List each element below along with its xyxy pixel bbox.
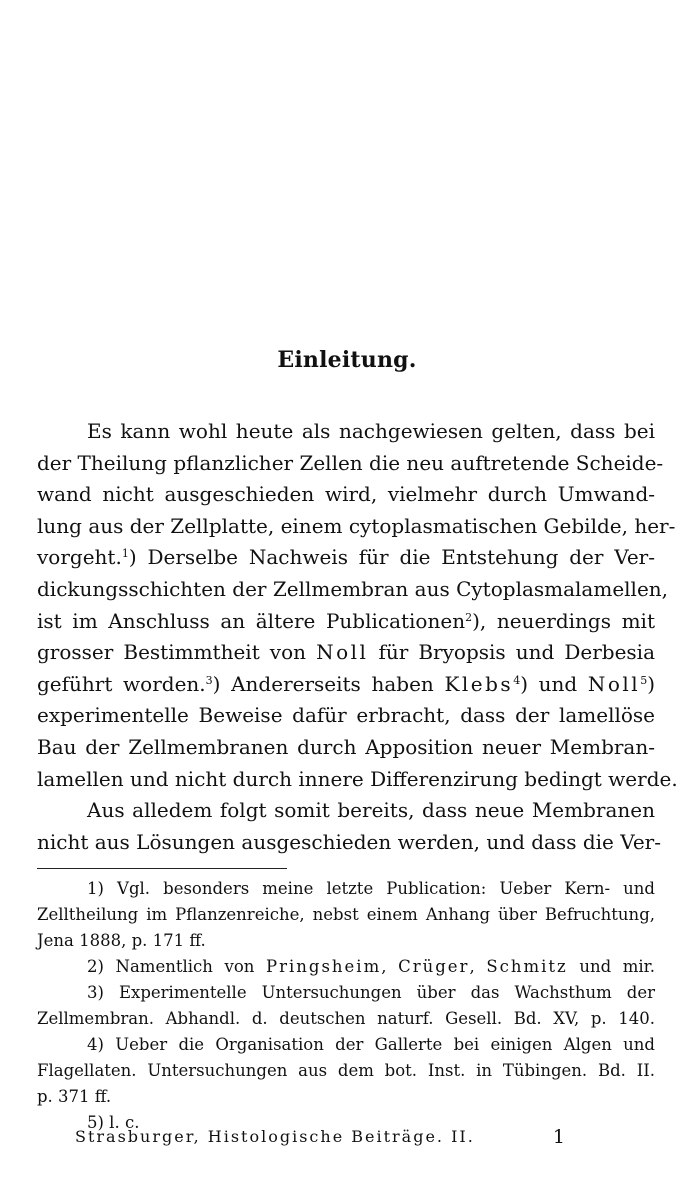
text-span: geführt worden.	[37, 671, 206, 696]
body-text	[37, 416, 678, 858]
text-span: Flagellaten. Untersuchungen aus dem bot. Inst. in Tübingen. Bd. II.	[37, 1061, 655, 1080]
text-span: Jena 1888, p. 171 ff.	[37, 931, 206, 950]
text-span: p. 371 ff.	[37, 1087, 112, 1106]
text-span: ,	[381, 957, 399, 976]
text-span: Es kann wohl heute als nachgewiesen gelten, dass bei	[87, 419, 655, 443]
footnote-line	[37, 876, 655, 902]
footnote-ref: 3	[205, 673, 213, 687]
text-span: ,	[469, 957, 487, 976]
person-name: Noll	[587, 671, 641, 696]
text-span: 1) Vgl. besonders meine letzte Publication: Ueber Kern- und	[87, 879, 655, 898]
text-span: der Theilung pflanzlicher Zellen die neu auftretende Scheide-	[37, 450, 664, 475]
text-span: ) und	[520, 671, 588, 696]
text-span: 3) Experimentelle Untersuchungen über das Wachsthum der	[87, 983, 655, 1002]
text-span: vorgeht.	[37, 545, 122, 570]
text-line	[37, 700, 655, 732]
text-span: und mir.	[567, 957, 655, 976]
footnote-ref: 4	[513, 673, 521, 687]
text-line	[37, 606, 655, 638]
text-line	[37, 732, 655, 764]
text-line	[37, 637, 655, 669]
text-span: 2) Namentlich von	[87, 957, 266, 976]
footnotes	[37, 876, 655, 1136]
text-line	[37, 574, 669, 606]
person-name: Klebs	[444, 671, 514, 696]
text-span: nicht aus Lösungen ausgeschieden werden, und dass die Ver-	[37, 829, 662, 854]
text-span: grosser Bestimmtheit von	[37, 640, 317, 665]
text-span: )	[647, 671, 655, 696]
text-span: lamellen und nicht durch innere Differenzirung bedingt werde.	[37, 766, 678, 791]
person-name: Noll	[316, 640, 369, 665]
text-span: ) Derselbe Nachweis für die Entstehung der Ver-	[128, 545, 655, 570]
footnote-line	[37, 954, 655, 980]
text-span: 4) Ueber die Organisation der Gallerte bei einigen Algen und	[87, 1035, 655, 1054]
person-name: Schmitz	[486, 957, 568, 976]
footnote-line	[37, 1058, 655, 1084]
text-line	[37, 511, 676, 543]
text-span: lung aus der Zellplatte, einem cytoplasmatischen Gebilde, her-	[37, 513, 676, 538]
text-span: Zellmembran. Abhandl. d. deutschen naturf. Gesell. Bd. XV, p. 140.	[37, 1009, 655, 1028]
signature-mark: 1	[552, 1126, 565, 1148]
text-span: wand nicht ausgeschieden wird, vielmehr durch Umwand-	[37, 482, 655, 507]
text-line	[37, 795, 655, 827]
footnote-ref: 2	[465, 610, 473, 624]
text-span: experimentelle Beweise dafür erbracht, dass der lamellöse	[37, 703, 655, 728]
text-line	[37, 669, 655, 701]
text-span: Bau der Zellmembranen durch Apposition neuer Membran-	[37, 734, 655, 759]
page-footer	[75, 1123, 565, 1151]
text-span: ist im Anschluss an ältere Publicationen	[37, 608, 466, 633]
text-line	[37, 542, 655, 574]
footnote-ref: 1	[121, 547, 129, 561]
footnote-ref: 5	[640, 673, 648, 687]
text-span: für Bryopsis und Derbesia	[368, 640, 655, 665]
footnote-line	[37, 1006, 655, 1032]
footnote-line	[37, 1032, 655, 1058]
text-span: Zelltheilung im Pflanzenreiche, nebst einem Anhang über Befruchtung,	[37, 905, 655, 924]
text-line	[37, 479, 655, 511]
text-span: ), neuerdings mit	[472, 608, 655, 633]
footnote-line	[37, 902, 655, 928]
footnote-line	[37, 980, 655, 1006]
running-title: Strasburger, Histologische Beiträge. II.	[75, 1127, 475, 1146]
text-line	[37, 448, 664, 480]
person-name: Pringsheim	[265, 957, 382, 976]
text-span: dickungsschichten der Zellmembran aus Cytoplasmalamellen,	[37, 576, 669, 601]
text-span: 5) l. c.	[87, 1113, 140, 1132]
footnote-line	[37, 1084, 655, 1110]
footnote-line	[37, 928, 655, 954]
footnote-divider	[37, 868, 287, 869]
text-line	[37, 827, 662, 859]
chapter-heading: Einleitung.	[277, 347, 417, 373]
person-name: Crüger	[398, 957, 470, 976]
text-line	[37, 416, 655, 448]
text-line	[37, 764, 678, 796]
text-span: Aus alledem folgt somit bereits, dass neue Membranen	[87, 798, 655, 823]
text-span: ) Andererseits haben	[212, 671, 445, 696]
